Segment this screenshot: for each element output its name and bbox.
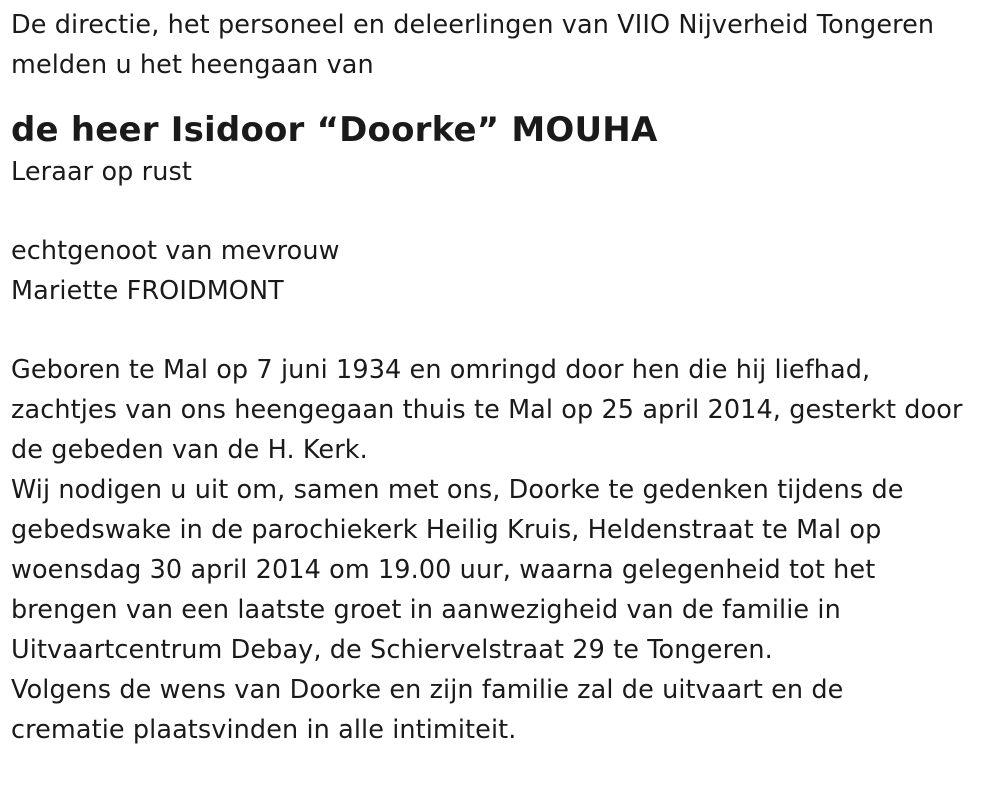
body-line: Wij nodigen u uit om, samen met ons, Doorke te gedenken tijdens de — [11, 475, 904, 505]
death-notice — [11, 0, 996, 750]
body-line: brengen van een laatste groet in aanwezigheid van de familie in — [11, 595, 841, 625]
body-line: zachtjes van ons heengegaan thuis te Mal op 25 april 2014, gesterkt door — [11, 395, 963, 425]
deceased-name: de heer Isidoor “Doorke” MOUHA — [11, 110, 658, 150]
deceased-title: Leraar op rust — [11, 157, 192, 187]
intro-line: De directie, het personeel en deleerlingen van VIIO Nijverheid Tongeren — [11, 10, 935, 40]
spouse-paragraph — [11, 231, 996, 311]
body-paragraph — [11, 350, 996, 750]
intro-line: melden u het heengaan van — [11, 50, 374, 80]
spouse-line: echtgenoot van mevrouw — [11, 236, 340, 266]
body-line: Volgens de wens van Doorke en zijn familie zal de uitvaart en de — [11, 675, 844, 705]
body-line: Geboren te Mal op 7 juni 1934 en omringd door hen die hij liefhad, — [11, 355, 871, 385]
body-line: crematie plaatsvinden in alle intimiteit. — [11, 715, 517, 745]
body-line: gebedswake in de parochiekerk Heilig Kruis, Heldenstraat te Mal op — [11, 515, 882, 545]
intro-paragraph — [11, 5, 996, 85]
body-line: woensdag 30 april 2014 om 19.00 uur, waarna gelegenheid tot het — [11, 555, 876, 585]
body-line: Uitvaartcentrum Debay, de Schiervelstraat 29 te Tongeren. — [11, 635, 773, 665]
spouse-line: Mariette FROIDMONT — [11, 276, 284, 306]
body-line: de gebeden van de H. Kerk. — [11, 435, 368, 465]
